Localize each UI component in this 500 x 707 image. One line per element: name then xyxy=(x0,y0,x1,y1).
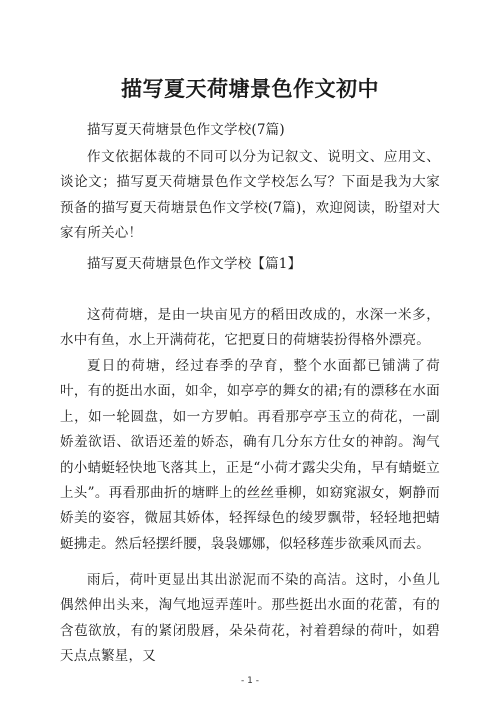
body-paragraph-1: 这荷荷塘，是由一块亩见方的稻田改成的，水深一米多，水中有鱼，水上开满荷花，它把夏日的荷塘装扮得格外漂亮。 xyxy=(60,307,440,349)
page-number: - 1 - xyxy=(241,676,259,686)
document-title: 描写夏天荷塘景色作文初中 xyxy=(121,76,379,101)
section-heading: 描写夏天荷塘景色作文学校【篇1】 xyxy=(87,256,302,272)
document-subtitle: 描写夏天荷塘景色作文学校(7篇) xyxy=(87,122,285,138)
intro-paragraph: 作文依据体裁的不同可以分为记叙文、说明文、应用文、谈论文；描写夏天荷塘景色作文学校怎么写？下面是我为大家预备的描写夏天荷塘景色作文学校(7篇)，欢迎阅读，盼望对大家有所关心！ xyxy=(60,149,440,242)
body-paragraph-3: 雨后，荷叶更显出其出淤泥而不染的高洁。这时，小鱼儿偶然伸出头来，淘气地逗弄莲叶。那些挺出水面的花蕾，有的含苞欲放，有的紧闭殷唇，朵朵荷花，衬着碧绿的荷叶，如碧天点点繁星，又 xyxy=(60,572,440,665)
body-paragraph-2: 夏日的荷塘，经过春季的孕育，整个水面都已铺满了荷叶，有的挺出水面，如伞，如亭亭的舞女的裙;有的漂移在水面上，如一轮圆盘，如一方罗帕。再看那亭亭玉立的荷花，一副娇羞欲语、欲语还羞的娇态，确有几分东方仕女的神韵。淘气的小蜻蜓轻快地飞落其上，正是“小荷才露尖尖角，早有蜻蜓立上头”。再看那曲折的塘畔上的丝丝垂柳，如窈窕淑女，婀静而娇美的姿容，微屈其娇体，轻挥绿色的绫罗飘带，轻轻地把蜻蜓拂走。然后轻摆纤腰，袅袅娜娜，似轻移莲步欲乘风而去。 xyxy=(60,358,440,552)
